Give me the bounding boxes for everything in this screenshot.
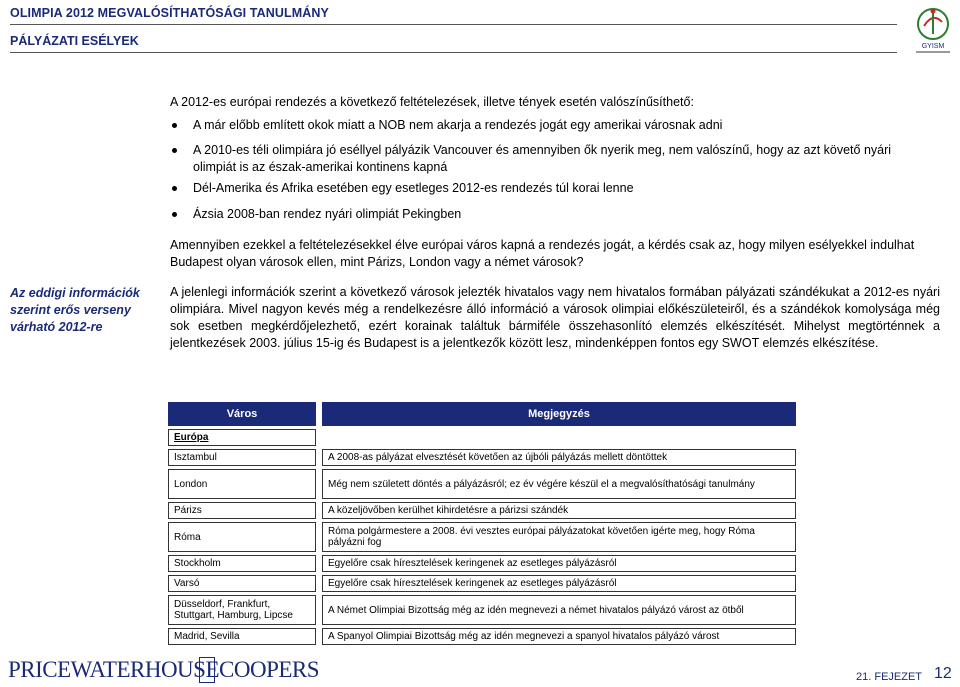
table-row: Varsó Egyelőre csak híresztelések keringenek az esetleges pályázásról	[168, 575, 796, 592]
table-region-row	[168, 429, 796, 446]
chapter-label: 21. FEJEZET	[856, 671, 923, 683]
header-title: OLIMPIA 2012 MEGVALÓSÍTHATÓSÁGI TANULMÁNY	[10, 6, 329, 20]
header-rule-top	[10, 24, 897, 25]
table-row: Stockholm Egyelőre csak híresztelések keringenek az esetleges pályázásról	[168, 555, 796, 572]
bullet-dot-icon	[172, 186, 177, 191]
page-number: 12	[934, 665, 952, 682]
header-rule-bottom	[10, 52, 897, 53]
table-header-row	[168, 402, 796, 426]
bullet-dot-icon	[172, 212, 177, 217]
column-header-city: Város	[168, 402, 316, 426]
pwc-logo: PRICEWATERHOUSECOOPERS	[8, 657, 320, 682]
table-row: Düsseldorf, Frankfurt, Stuttgart, Hamburg, Lipcse A Német Olimpiai Bizottság még az idén megnevezi a német hivatalos pályázó várost az ötből	[168, 595, 796, 625]
bullet-dot-icon	[172, 148, 177, 153]
bullet-dot-icon	[172, 123, 177, 128]
table-row: Róma Róma polgármestere a 2008. évi vesztes európai pályázatokat követően igérte meg, hogy Róma pályázni fog	[168, 522, 796, 552]
intro-text: A 2012-es európai rendezés a következő feltételezések, illetve tények esetén valószínűsíthető:	[170, 95, 694, 109]
header-subtitle: PÁLYÁZATI ESÉLYEK	[10, 34, 139, 48]
table-row: London Még nem született döntés a pályázásról; ez év végére készül el a megvalósíthatósági tanulmány	[168, 469, 796, 499]
sidenote: Az eddigi információk szerint erős verseny várható 2012-re	[10, 286, 140, 334]
body-paragraph: A jelenlegi információk szerint a következő városok jelezték hivatalos vagy nem hivatalos formában pályázati szándékukat a 2012-es nyári olimpiára. Mivel nagyon kevés még a rendelkezésre álló információ a városok olimpiai előkészületeiről, és a szándékok komolysága még sok esetben megkérdőjelezhető, ezért korainak találtuk bármiféle összehasonlító elemzés elkészítését. Mihelyst megtörténnek a jelentkezések 2003. július 15-ig és Budapest is a jelentkezők között lesz, mindenképpen fontos egy SWOT elemzés elkészítése.	[170, 285, 940, 350]
question-paragraph: Amennyiben ezekkel a feltételezésekkel élve európai város kapná a rendezés jogát, a kérdés csak az, hogy milyen esélyekkel indulhat Budapest olyan városok ellen, mint Párizs, London vagy a német városok?	[170, 238, 915, 269]
cities-table	[168, 399, 796, 648]
table-row: Párizs A közeljövőben kerülhet kihirdetésre a párizsi szándék	[168, 502, 796, 519]
column-header-note: Megjegyzés	[322, 402, 796, 426]
table-row: Isztambul A 2008-as pályázat elvesztését követően az újbóli pályázás mellett döntöttek	[168, 449, 796, 466]
svg-text:GYISM: GYISM	[921, 43, 945, 50]
pwc-mark-icon	[199, 657, 215, 683]
gyism-logo	[910, 4, 956, 58]
table-row: Madrid, Sevilla A Spanyol Olimpiai Bizottság még az idén megnevezi a spanyol hivatalos pályázó várost	[168, 628, 796, 645]
region-label: Európa	[168, 429, 316, 446]
